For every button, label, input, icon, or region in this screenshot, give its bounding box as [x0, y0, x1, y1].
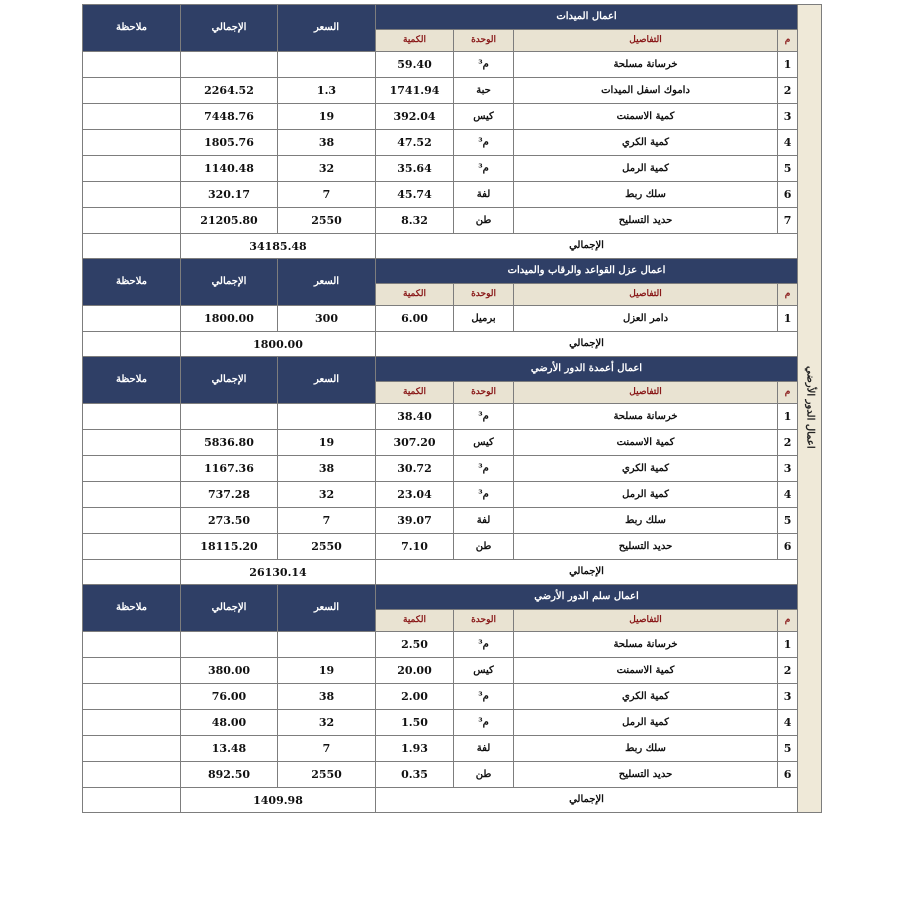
- col-unit-header: الوحدة: [454, 30, 514, 52]
- row-details: خرسانة مسلحة: [514, 632, 778, 658]
- row-notes: [83, 508, 181, 534]
- row-number: 3: [778, 684, 798, 710]
- row-unit: لفة: [454, 182, 514, 208]
- row-unit: كيس: [454, 658, 514, 684]
- row-price: 7: [278, 736, 376, 762]
- col-notes-header: ملاحظة: [83, 259, 181, 306]
- row-details: حديد التسليح: [514, 534, 778, 560]
- row-number: 5: [778, 736, 798, 762]
- col-total-header: الإجمالي: [181, 585, 278, 632]
- section-total-label: الإجمالي: [376, 234, 798, 259]
- row-notes: [83, 456, 181, 482]
- row-details: سلك ربط: [514, 182, 778, 208]
- row-qty: 392.04: [376, 104, 454, 130]
- section-total-label: الإجمالي: [376, 332, 798, 357]
- row-total: 1805.76: [181, 130, 278, 156]
- row-qty: 47.52: [376, 130, 454, 156]
- row-details: كمية الرمل: [514, 156, 778, 182]
- row-total: 320.17: [181, 182, 278, 208]
- row-details: سلك ربط: [514, 736, 778, 762]
- col-notes-header: ملاحظة: [83, 5, 181, 52]
- section-total-notes: [83, 234, 181, 259]
- table-row: [83, 156, 822, 182]
- row-unit: م³: [454, 404, 514, 430]
- row-notes: [83, 208, 181, 234]
- row-number: 4: [778, 130, 798, 156]
- row-details: كمية الكري: [514, 684, 778, 710]
- row-qty: 0.35: [376, 762, 454, 788]
- row-details: كمية الكري: [514, 456, 778, 482]
- row-number: 1: [778, 404, 798, 430]
- col-price-header: السعر: [278, 259, 376, 306]
- row-notes: [83, 736, 181, 762]
- row-total: 2264.52: [181, 78, 278, 104]
- row-price: 1.3: [278, 78, 376, 104]
- row-number: 1: [778, 632, 798, 658]
- row-unit: برميل: [454, 306, 514, 332]
- row-total: [181, 52, 278, 78]
- row-number: 2: [778, 78, 798, 104]
- row-price: 38: [278, 130, 376, 156]
- row-price: [278, 404, 376, 430]
- row-total: 13.48: [181, 736, 278, 762]
- table-row: [83, 208, 822, 234]
- table-row: [83, 78, 822, 104]
- row-notes: [83, 534, 181, 560]
- row-qty: 307.20: [376, 430, 454, 456]
- row-notes: [83, 430, 181, 456]
- col-details-header: التفاصيل: [514, 284, 778, 306]
- row-number: 2: [778, 430, 798, 456]
- row-number: 3: [778, 104, 798, 130]
- table-row: [83, 52, 822, 78]
- col-m-header: م: [778, 30, 798, 52]
- row-notes: [83, 130, 181, 156]
- row-number: 4: [778, 482, 798, 508]
- row-number: 1: [778, 52, 798, 78]
- col-notes-header: ملاحظة: [83, 357, 181, 404]
- section-title: اعمال الميدات: [376, 5, 798, 30]
- row-total: 892.50: [181, 762, 278, 788]
- section-total-notes: [83, 560, 181, 585]
- row-price: 2550: [278, 208, 376, 234]
- row-qty: 1.50: [376, 710, 454, 736]
- row-number: 5: [778, 156, 798, 182]
- row-number: 5: [778, 508, 798, 534]
- section-title: اعمال عزل القواعد والرقاب والميدات: [376, 259, 798, 284]
- row-unit: م³: [454, 130, 514, 156]
- section-title: اعمال سلم الدور الأرضي: [376, 585, 798, 610]
- row-unit: م³: [454, 482, 514, 508]
- row-number: 6: [778, 182, 798, 208]
- row-price: 2550: [278, 534, 376, 560]
- table-row: [83, 508, 822, 534]
- row-qty: 7.10: [376, 534, 454, 560]
- row-notes: [83, 684, 181, 710]
- col-unit-header: الوحدة: [454, 284, 514, 306]
- row-qty: 39.07: [376, 508, 454, 534]
- row-qty: 8.32: [376, 208, 454, 234]
- col-details-header: التفاصيل: [514, 30, 778, 52]
- section-total-row: [83, 788, 822, 813]
- row-qty: 2.50: [376, 632, 454, 658]
- row-total: 273.50: [181, 508, 278, 534]
- row-details: داموك اسفل الميدات: [514, 78, 778, 104]
- row-number: 6: [778, 534, 798, 560]
- row-price: [278, 52, 376, 78]
- section-total-row: [83, 332, 822, 357]
- row-details: سلك ربط: [514, 508, 778, 534]
- row-number: 3: [778, 456, 798, 482]
- row-number: 2: [778, 658, 798, 684]
- row-total: 76.00: [181, 684, 278, 710]
- row-unit: طن: [454, 534, 514, 560]
- row-price: 32: [278, 156, 376, 182]
- col-details-header: التفاصيل: [514, 610, 778, 632]
- row-notes: [83, 658, 181, 684]
- row-price: 7: [278, 508, 376, 534]
- row-total: 48.00: [181, 710, 278, 736]
- row-number: 1: [778, 306, 798, 332]
- row-details: كمية الرمل: [514, 482, 778, 508]
- row-unit: لفة: [454, 736, 514, 762]
- row-total: [181, 632, 278, 658]
- row-details: كمية الاسمنت: [514, 104, 778, 130]
- row-total: 5836.80: [181, 430, 278, 456]
- table-row: [83, 130, 822, 156]
- row-qty: 23.04: [376, 482, 454, 508]
- table-row: [83, 182, 822, 208]
- row-details: حديد التسليح: [514, 208, 778, 234]
- row-total: 7448.76: [181, 104, 278, 130]
- row-notes: [83, 182, 181, 208]
- row-qty: 1741.94: [376, 78, 454, 104]
- side-title: اعمال الدور الأرضي: [804, 365, 816, 449]
- table-row: [83, 632, 822, 658]
- row-price: 2550: [278, 762, 376, 788]
- col-details-header: التفاصيل: [514, 382, 778, 404]
- row-qty: 30.72: [376, 456, 454, 482]
- row-total: 1167.36: [181, 456, 278, 482]
- section-total-row: [83, 560, 822, 585]
- table-row: [83, 762, 822, 788]
- section-total-notes: [83, 788, 181, 813]
- row-details: خرسانة مسلحة: [514, 404, 778, 430]
- row-details: خرسانة مسلحة: [514, 52, 778, 78]
- row-details: كمية الاسمنت: [514, 658, 778, 684]
- row-details: كمية الاسمنت: [514, 430, 778, 456]
- section-total-label: الإجمالي: [376, 560, 798, 585]
- row-notes: [83, 404, 181, 430]
- row-unit: طن: [454, 208, 514, 234]
- col-price-header: السعر: [278, 585, 376, 632]
- row-qty: 38.40: [376, 404, 454, 430]
- boq-sheet: [82, 4, 821, 813]
- row-notes: [83, 156, 181, 182]
- side-title-cell: [798, 5, 822, 813]
- row-qty: 59.40: [376, 52, 454, 78]
- col-price-header: السعر: [278, 357, 376, 404]
- row-price: 19: [278, 430, 376, 456]
- row-unit: م³: [454, 52, 514, 78]
- row-qty: 35.64: [376, 156, 454, 182]
- row-total: 21205.80: [181, 208, 278, 234]
- row-price: 7: [278, 182, 376, 208]
- table-row: [83, 306, 822, 332]
- col-m-header: م: [778, 610, 798, 632]
- col-notes-header: ملاحظة: [83, 585, 181, 632]
- col-qty-header: الكمية: [376, 30, 454, 52]
- row-notes: [83, 52, 181, 78]
- row-details: كمية الكري: [514, 130, 778, 156]
- row-number: 4: [778, 710, 798, 736]
- table-row: [83, 404, 822, 430]
- table-row: [83, 482, 822, 508]
- row-unit: طن: [454, 762, 514, 788]
- section-total-notes: [83, 332, 181, 357]
- row-qty: 45.74: [376, 182, 454, 208]
- row-price: 38: [278, 456, 376, 482]
- row-number: 7: [778, 208, 798, 234]
- boq-table: [82, 4, 822, 813]
- row-total: 380.00: [181, 658, 278, 684]
- section-total-label: الإجمالي: [376, 788, 798, 813]
- table-row: [83, 658, 822, 684]
- row-qty: 20.00: [376, 658, 454, 684]
- section-header-row: [83, 5, 822, 30]
- row-price: 38: [278, 684, 376, 710]
- row-total: 737.28: [181, 482, 278, 508]
- row-qty: 6.00: [376, 306, 454, 332]
- col-total-header: الإجمالي: [181, 357, 278, 404]
- row-unit: م³: [454, 684, 514, 710]
- col-qty-header: الكمية: [376, 610, 454, 632]
- row-notes: [83, 762, 181, 788]
- row-unit: كيس: [454, 430, 514, 456]
- row-total: 18115.20: [181, 534, 278, 560]
- col-price-header: السعر: [278, 5, 376, 52]
- row-notes: [83, 78, 181, 104]
- row-unit: كيس: [454, 104, 514, 130]
- section-header-row: [83, 357, 822, 382]
- row-price: 300: [278, 306, 376, 332]
- row-unit: م³: [454, 456, 514, 482]
- row-price: [278, 632, 376, 658]
- row-price: 32: [278, 482, 376, 508]
- row-number: 6: [778, 762, 798, 788]
- col-total-header: الإجمالي: [181, 259, 278, 306]
- row-unit: لفة: [454, 508, 514, 534]
- table-row: [83, 104, 822, 130]
- col-m-header: م: [778, 382, 798, 404]
- table-row: [83, 456, 822, 482]
- row-total: 1140.48: [181, 156, 278, 182]
- table-row: [83, 710, 822, 736]
- row-total: 1800.00: [181, 306, 278, 332]
- col-unit-header: الوحدة: [454, 610, 514, 632]
- row-details: حديد التسليح: [514, 762, 778, 788]
- row-total: [181, 404, 278, 430]
- col-qty-header: الكمية: [376, 284, 454, 306]
- row-notes: [83, 306, 181, 332]
- col-unit-header: الوحدة: [454, 382, 514, 404]
- section-total-row: [83, 234, 822, 259]
- row-price: 19: [278, 104, 376, 130]
- row-unit: م³: [454, 156, 514, 182]
- section-total-value: 1800.00: [181, 332, 376, 357]
- row-notes: [83, 104, 181, 130]
- row-notes: [83, 710, 181, 736]
- row-notes: [83, 632, 181, 658]
- row-unit: م³: [454, 710, 514, 736]
- row-details: دامر العزل: [514, 306, 778, 332]
- row-unit: م³: [454, 632, 514, 658]
- table-row: [83, 534, 822, 560]
- section-title: اعمال أعمدة الدور الأرضي: [376, 357, 798, 382]
- row-price: 32: [278, 710, 376, 736]
- section-total-value: 26130.14: [181, 560, 376, 585]
- row-qty: 2.00: [376, 684, 454, 710]
- row-details: كمية الرمل: [514, 710, 778, 736]
- section-header-row: [83, 259, 822, 284]
- table-row: [83, 736, 822, 762]
- table-row: [83, 430, 822, 456]
- section-total-value: 34185.48: [181, 234, 376, 259]
- col-m-header: م: [778, 284, 798, 306]
- col-qty-header: الكمية: [376, 382, 454, 404]
- section-total-value: 1409.98: [181, 788, 376, 813]
- row-price: 19: [278, 658, 376, 684]
- col-total-header: الإجمالي: [181, 5, 278, 52]
- section-header-row: [83, 585, 822, 610]
- table-row: [83, 684, 822, 710]
- row-unit: حبة: [454, 78, 514, 104]
- row-notes: [83, 482, 181, 508]
- row-qty: 1.93: [376, 736, 454, 762]
